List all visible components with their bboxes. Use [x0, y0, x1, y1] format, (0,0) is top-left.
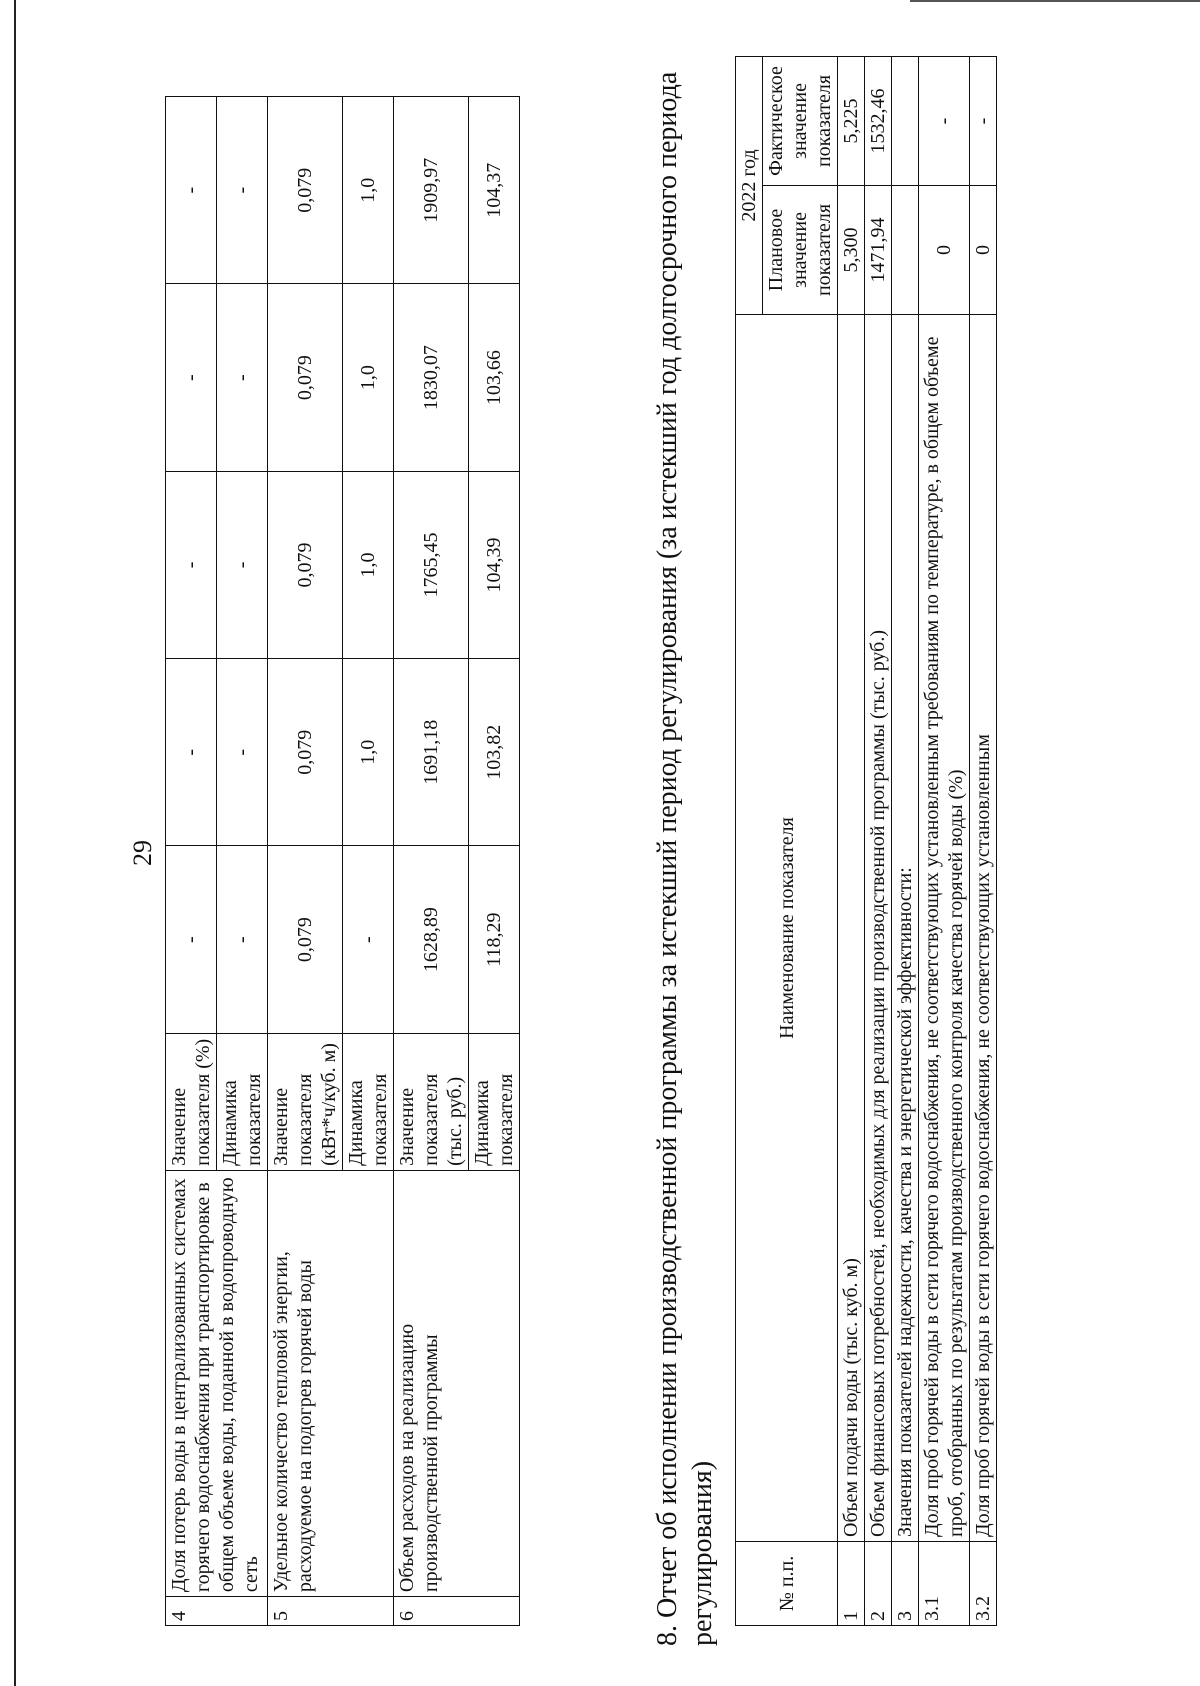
- indicator-row: [166, 97, 217, 1626]
- row-number: 6: [394, 1597, 520, 1626]
- indicator-value: 1,0: [343, 284, 394, 471]
- report-row: [892, 57, 919, 1626]
- plan-value: 5,300: [838, 186, 865, 315]
- row-number: 2: [865, 1542, 892, 1626]
- report-row: [865, 57, 892, 1626]
- indicator-value: 0,079: [268, 284, 343, 471]
- indicator-value: 1628,89: [394, 846, 469, 1033]
- indicator-name: Доля проб горячей воды в сети горячего водоснабжения, не соответствующих установленным требованиям по температуре, в общем объеме проб, отобранных по результатам производственного контроля качества горячей воды (%): [919, 315, 970, 1542]
- indicator-value: 0,079: [268, 97, 343, 284]
- indicator-value: -: [217, 659, 268, 846]
- row-number: 3.2: [970, 1542, 997, 1626]
- indicator-name: Доля проб горячей воды в сети горячего водоснабжения, не соответствующих установленным: [970, 315, 997, 1542]
- plan-value: 1471,94: [865, 186, 892, 315]
- plan-value: 0: [970, 186, 997, 315]
- indicator-row: [268, 97, 343, 1626]
- indicator-type: Динамика показателя: [343, 1033, 394, 1170]
- indicator-value: -: [343, 846, 394, 1033]
- indicator-value: 104,37: [469, 97, 520, 284]
- indicator-type: Значение показателя (%): [166, 1033, 217, 1170]
- indicator-value: 104,39: [469, 471, 520, 658]
- indicator-value: -: [166, 659, 217, 846]
- indicator-value: 1691,18: [394, 659, 469, 846]
- indicator-type: Динамика показателя: [469, 1033, 520, 1170]
- indicator-value: 1,0: [343, 97, 394, 284]
- row-number: 3: [892, 1542, 919, 1626]
- indicator-value: 118,29: [469, 846, 520, 1033]
- indicator-type: Значение показателя (кВт*ч/куб. м): [268, 1033, 343, 1170]
- indicator-value: -: [166, 846, 217, 1033]
- plan-value: [892, 186, 919, 315]
- indicator-value: -: [217, 284, 268, 471]
- indicator-name: Объем расходов на реализацию производственной программы: [394, 1170, 520, 1596]
- fact-value: 5,225: [838, 57, 865, 186]
- fact-value: -: [970, 57, 997, 186]
- indicator-value: 0,079: [268, 846, 343, 1033]
- section-title: 8. Отчет об исполнении производственной программы за истекший период регулирования (за истекший год долгосрочного периода регулирования): [652, 71, 718, 1646]
- report-row: [838, 57, 865, 1626]
- row-number: 3.1: [919, 1542, 970, 1626]
- indicator-value: 1830,07: [394, 284, 469, 471]
- indicator-name: Объем подачи воды (тыс. куб. м): [838, 315, 865, 1542]
- program-report-table: [735, 56, 997, 1626]
- indicator-name: Значения показателей надежности, качества и энергетической эффективности:: [892, 315, 919, 1542]
- row-number: 1: [838, 1542, 865, 1626]
- indicator-value: 103,82: [469, 659, 520, 846]
- indicator-value: 1,0: [343, 471, 394, 658]
- page-number: 29: [128, 840, 157, 866]
- header-year: 2022 год: [736, 57, 763, 315]
- row-number: 4: [166, 1597, 268, 1626]
- row-number: 5: [268, 1597, 394, 1626]
- indicator-name: Доля потерь воды в централизованных системах горячего водоснабжения при транспортировке в общем объеме воды, поданной в водопроводную сеть: [166, 1170, 268, 1596]
- plan-value: 0: [919, 186, 970, 315]
- header-fact: Фактическое значение показателя: [763, 57, 838, 186]
- header-num: № п.п.: [736, 1542, 838, 1626]
- indicator-value: -: [166, 471, 217, 658]
- report-row: [970, 57, 997, 1626]
- indicator-value: 0,079: [268, 659, 343, 846]
- report-row: [919, 57, 970, 1626]
- indicator-value: 1,0: [343, 659, 394, 846]
- indicator-value: -: [217, 97, 268, 284]
- indicator-value: 1909,97: [394, 97, 469, 284]
- indicator-row: [394, 97, 469, 1626]
- indicator-type: Динамика показателя: [217, 1033, 268, 1170]
- header-plan: Плановое значение показателя: [763, 186, 838, 315]
- indicator-value: -: [217, 471, 268, 658]
- fact-value: 1532,46: [865, 57, 892, 186]
- header-name: Наименование показателя: [736, 315, 838, 1542]
- indicators-table: [165, 96, 520, 1626]
- indicator-value: 0,079: [268, 471, 343, 658]
- indicator-value: 1765,45: [394, 471, 469, 658]
- indicator-value: -: [166, 284, 217, 471]
- fact-value: -: [919, 57, 970, 186]
- indicator-name: Объем финансовых потребностей, необходимых для реализации производственной программы (тыс. руб.): [865, 315, 892, 1542]
- fact-value: [892, 57, 919, 186]
- indicator-value: -: [217, 846, 268, 1033]
- indicator-value: 103,66: [469, 284, 520, 471]
- indicator-value: -: [166, 97, 217, 284]
- indicator-name: Удельное количество тепловой энергии, расходуемое на подогрев горячей воды: [268, 1170, 394, 1596]
- indicator-type: Значение показателя (тыс. руб.): [394, 1033, 469, 1170]
